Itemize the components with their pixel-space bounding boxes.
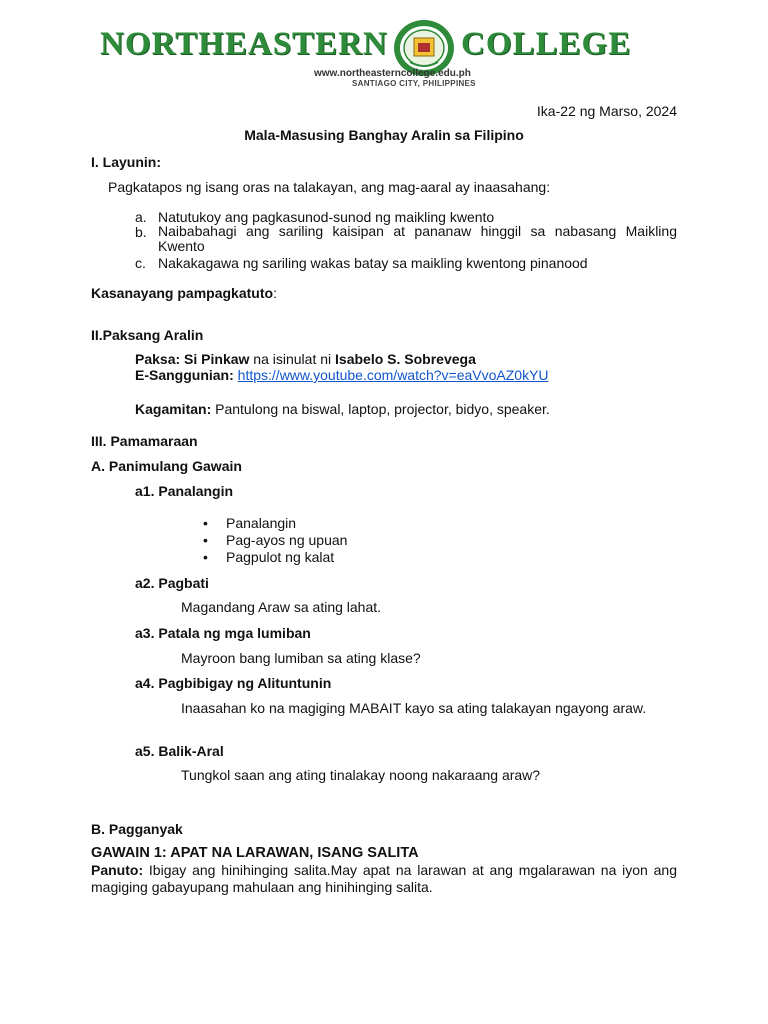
- a4-heading: a4. Pagbibigay ng Alituntunin: [135, 675, 332, 691]
- e-sanggunian-line: [135, 367, 549, 383]
- panuto-label: Panuto:: [91, 862, 144, 878]
- kagamitan-line: [135, 401, 550, 417]
- objective-text: Nakakagawa ng sariling wakas batay sa maikling kwentong pinanood: [158, 255, 588, 271]
- kagamitan-label: Kagamitan:: [135, 401, 212, 417]
- paksa-label: Paksa:: [135, 351, 181, 367]
- a5-heading: a5. Balik-Aral: [135, 743, 224, 759]
- youtube-link[interactable]: https://www.youtube.com/watch?v=eaVvoAZ0kYU: [237, 367, 549, 383]
- a4-text: Inaasahan ko na magiging MABAIT kayo sa ating talakayan ngayong araw.: [181, 700, 647, 716]
- objective-marker: a.: [135, 209, 147, 225]
- objective-text: Natutukoy ang pagkasunod-sunod ng maikling kwento: [158, 209, 495, 225]
- e-sanggunian-label: E-Sanggunian:: [135, 367, 234, 383]
- document-title: Mala-Masusing Banghay Aralin sa Filipino: [244, 127, 524, 143]
- section-1-intro: Pagkatapos ng isang oras na talakayan, ang mag-aaral ay inaasahang:: [108, 179, 551, 195]
- panuto-text: Ibigay ang hinihinging salita.May apat na larawan at ang mgalarawan na iyon ang magiging gabayupang mahulaan ang hinihinging salita.: [91, 862, 677, 895]
- section-1-heading: I. Layunin:: [91, 154, 161, 170]
- subsection-a-heading: A. Panimulang Gawain: [91, 458, 242, 474]
- a1-heading: a1. Panalangin: [135, 483, 234, 499]
- a3-text: Mayroon bang lumiban sa ating klase?: [181, 650, 421, 666]
- bullet-icon: •: [203, 532, 208, 548]
- letterhead: [96, 18, 641, 90]
- bullet-icon: •: [203, 549, 208, 565]
- paksa-mid: na isinulat ni: [253, 351, 332, 367]
- objective-marker: c.: [135, 255, 146, 271]
- list-item: Panalangin: [226, 515, 297, 531]
- skills-label: Kasanayang pampagkatuto: [91, 285, 274, 301]
- list-item: Pagpulot ng kalat: [226, 549, 335, 565]
- objective-text: Naibabahagi ang sariling kaisipan at pananaw hinggil sa nabasang Maikling Kwento: [158, 223, 677, 254]
- section-3-heading: III. Pamamaraan: [91, 433, 198, 449]
- subsection-b-heading: B. Pagganyak: [91, 821, 183, 837]
- paksa-title: Si Pinkaw: [184, 351, 250, 367]
- paksa-line: [135, 351, 476, 367]
- college-url: www.northeasterncollege.edu.ph: [314, 68, 471, 79]
- skills-colon: :: [273, 285, 277, 301]
- bullet-icon: •: [203, 515, 208, 531]
- objective-marker: b.: [135, 224, 147, 240]
- skills-line: [91, 285, 277, 301]
- a3-heading: a3. Patala ng mga lumiban: [135, 625, 311, 641]
- section-2-heading: II.Paksang Aralin: [91, 327, 204, 343]
- kagamitan-text: Pantulong na biswal, laptop, projector, bidyo, speaker.: [215, 401, 550, 417]
- a5-text: Tungkol saan ang ating tinalakay noong nakaraang araw?: [181, 767, 541, 783]
- document-date: Ika-22 ng Marso, 2024: [536, 103, 677, 119]
- list-item: Pag-ayos ng upuan: [226, 532, 348, 548]
- a2-heading: a2. Pagbati: [135, 575, 209, 591]
- a2-text: Magandang Araw sa ating lahat.: [181, 599, 382, 615]
- college-city: SANTIAGO CITY, PHILIPPINES: [352, 79, 476, 88]
- paksa-author: Isabelo S. Sobrevega: [335, 351, 476, 367]
- panuto-paragraph: [91, 862, 677, 896]
- gawain-heading: GAWAIN 1: APAT NA LARAWAN, ISANG SALITA: [91, 845, 419, 861]
- brand-name-right: COLLEGE: [461, 26, 632, 62]
- brand-name-left: NORTHEASTERN: [100, 26, 388, 62]
